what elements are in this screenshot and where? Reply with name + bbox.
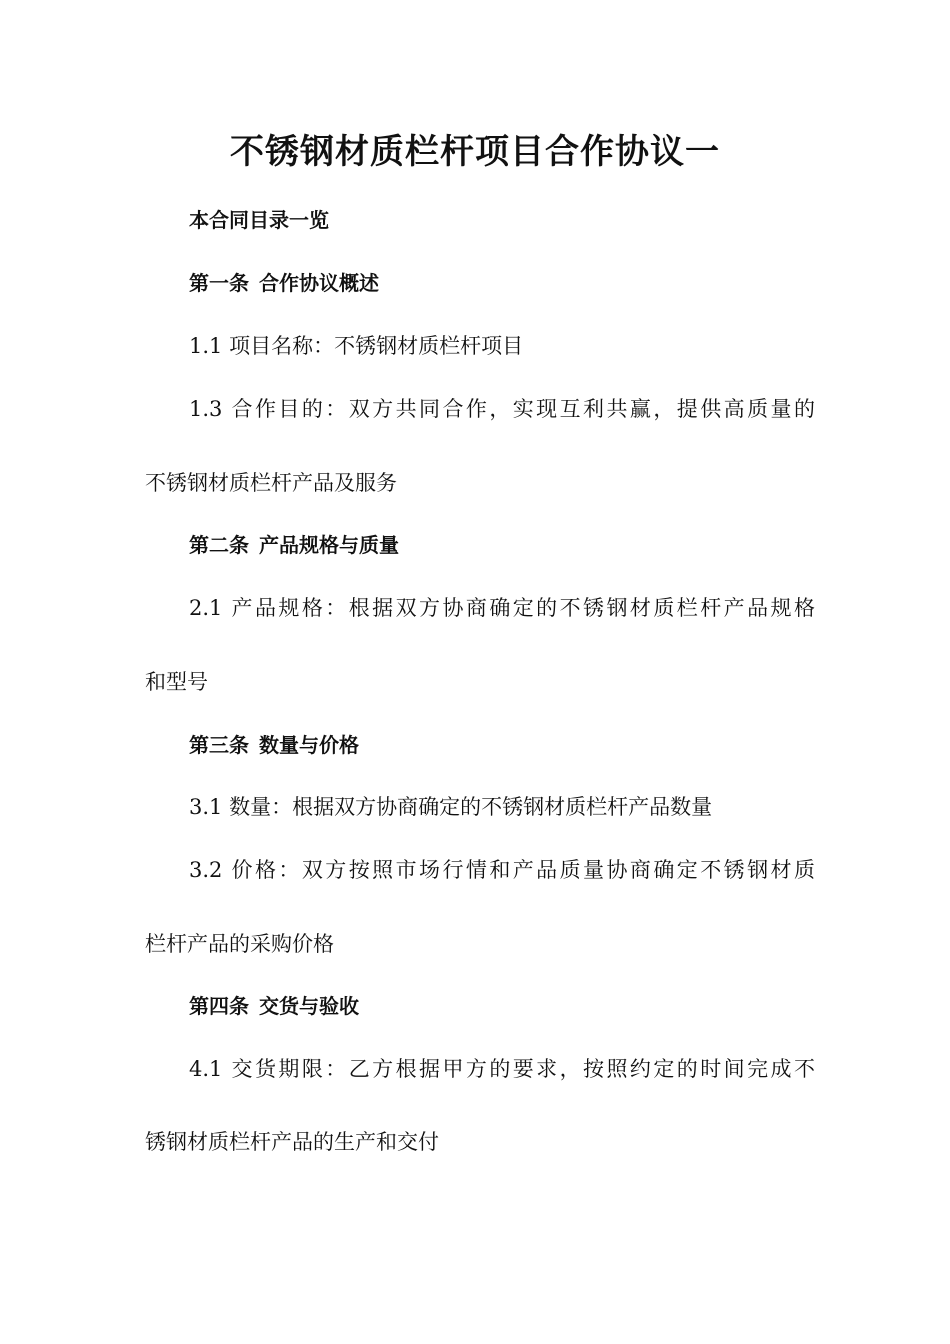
document-title: 不锈钢材质栏杆项目合作协议一 — [230, 132, 720, 172]
section-heading-3 — [189, 730, 815, 760]
clause-4-1-line1: 4.1 交货期限：乙方根据甲方的要求，按照约定的时间完成不 — [189, 1057, 815, 1081]
section-heading-1 — [189, 268, 815, 298]
section-number: 第一条 — [189, 271, 249, 295]
clause-1-3-line2: 不锈钢材质栏杆产品及服务 — [145, 471, 397, 495]
section-number: 第四条 — [189, 994, 249, 1018]
clause-2-1-line2: 和型号 — [145, 670, 208, 694]
section-name: 产品规格与质量 — [259, 533, 399, 557]
clause-4-1-line2: 锈钢材质栏杆产品的生产和交付 — [145, 1130, 439, 1154]
section-heading-4 — [189, 991, 815, 1021]
section-number: 第二条 — [189, 533, 249, 557]
section-name: 交货与验收 — [259, 994, 359, 1018]
clause-3-2-line1: 3.2 价格：双方按照市场行情和产品质量协商确定不锈钢材质 — [189, 858, 815, 882]
clause-1-1: 1.1 项目名称：不锈钢材质栏杆项目 — [189, 334, 524, 358]
section-number: 第三条 — [189, 733, 249, 757]
clause-1-3-line1: 1.3 合作目的：双方共同合作，实现互利共赢，提供高质量的 — [189, 397, 815, 421]
section-name: 数量与价格 — [259, 733, 359, 757]
toc-heading: 本合同目录一览 — [189, 208, 329, 232]
section-name: 合作协议概述 — [259, 271, 379, 295]
section-heading-2 — [189, 530, 815, 560]
clause-3-1: 3.1 数量：根据双方协商确定的不锈钢材质栏杆产品数量 — [189, 795, 713, 819]
clause-2-1-line1: 2.1 产品规格：根据双方协商确定的不锈钢材质栏杆产品规格 — [189, 596, 815, 620]
clause-3-2-line2: 栏杆产品的采购价格 — [145, 932, 334, 956]
